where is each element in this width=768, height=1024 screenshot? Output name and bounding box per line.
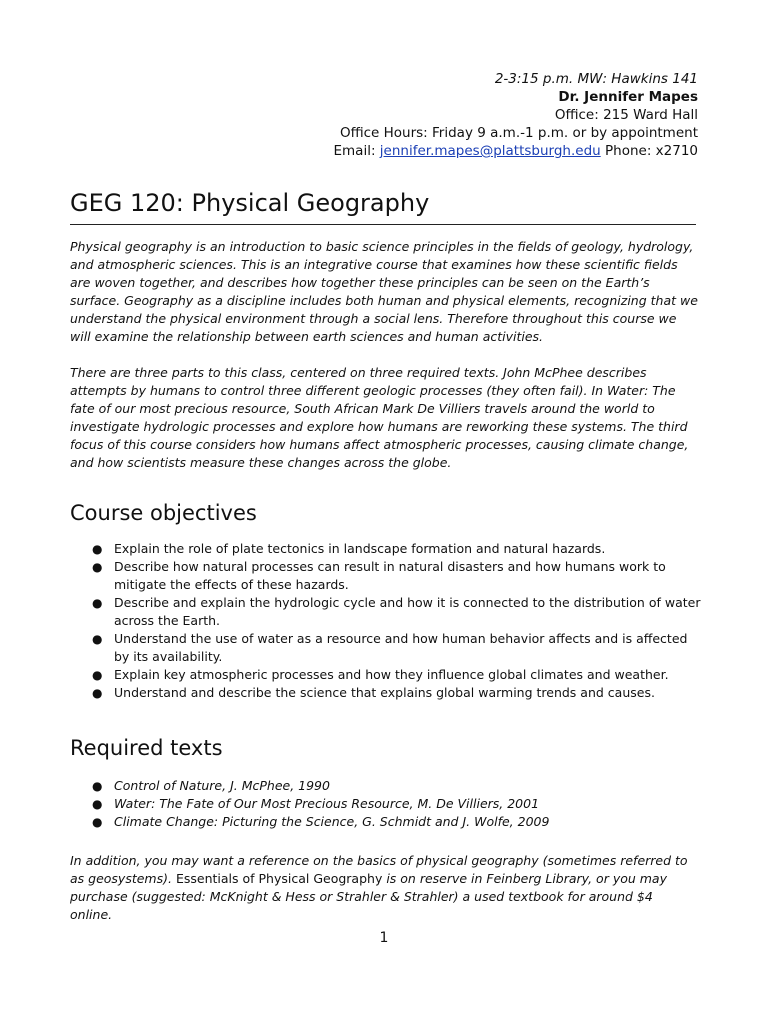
objectives-list <box>92 540 702 702</box>
objective-item-text: Understand and describe the science that explains global warming trends and causes. <box>114 685 655 700</box>
required-texts-heading: Required texts <box>70 736 223 760</box>
additional-reference-note <box>70 852 698 924</box>
required-text-item-text: Water: The Fate of Our Most Precious Resource, M. De Villiers, 2001 <box>114 796 540 811</box>
bullet-icon: ● <box>92 815 103 829</box>
objective-item <box>92 684 702 702</box>
bullet-icon: ● <box>92 668 103 682</box>
email-link[interactable]: jennifer.mapes@plattsburgh.edu <box>379 143 601 159</box>
reference-book-title: Essentials of Physical Geography <box>175 871 383 886</box>
bullet-icon: ● <box>92 797 103 811</box>
required-text-item <box>92 795 702 813</box>
additional-reference-rest: is on reserve in Feinberg Library, or you may purchase (suggested: McKnight & Hess or Strahler & Strahler) a used textbook for around $4 online. <box>70 871 667 922</box>
bullet-icon: ● <box>92 542 103 556</box>
course-info-header <box>333 70 698 160</box>
class-time-location: 2-3:15 p.m. MW: Hawkins 141 <box>494 71 698 87</box>
bullet-icon: ● <box>92 632 103 646</box>
course-title: GEG 120: Physical Geography <box>70 189 430 217</box>
required-text-item <box>92 813 702 831</box>
required-text-item-text: Climate Change: Picturing the Science, G. Schmidt and J. Wolfe, 2009 <box>114 814 550 829</box>
phone-number: Phone: x2710 <box>600 143 698 159</box>
required-texts-list <box>92 777 702 831</box>
office-hours: Office Hours: Friday 9 a.m.-1 p.m. or by appointment <box>339 125 698 141</box>
objective-item-text: Describe how natural processes can result in natural disasters and how humans work to mitigate the effects of these hazards. <box>114 559 666 592</box>
contact-line <box>333 142 698 160</box>
objective-item-text: Explain key atmospheric processes and how they influence global climates and weather. <box>114 667 669 682</box>
bullet-icon: ● <box>92 560 103 574</box>
office-location: Office: 215 Ward Hall <box>554 107 698 123</box>
objective-item-text: Describe and explain the hydrologic cycle and how it is connected to the distribution of water across the Earth. <box>114 595 701 628</box>
title-divider <box>70 224 696 225</box>
bullet-icon: ● <box>92 686 103 700</box>
objective-item <box>92 594 702 630</box>
objective-item-text: Explain the role of plate tectonics in landscape formation and natural hazards. <box>114 541 606 556</box>
bullet-icon: ● <box>92 596 103 610</box>
required-text-item-text: Control of Nature, J. McPhee, 1990 <box>114 778 330 793</box>
course-parts-description: There are three parts to this class, centered on three required texts. John McPhee describes attempts by humans to control three different geologic processes (they often fail). In Water: The fate of our most precious resource, South African Mark De Villiers travels around the world to investigate hydrologic processes and explore how humans are reworking these systems. The third focus of this course considers how humans affect atmospheric processes, causing climate change, and how scientists measure these changes across the globe. <box>70 365 689 470</box>
bullet-icon: ● <box>92 779 103 793</box>
page-number: 1 <box>379 930 389 946</box>
objectives-heading: Course objectives <box>70 501 257 525</box>
course-description: Physical geography is an introduction to basic science principles in the fields of geology, hydrology, and atmospheric sciences. This is an integrative course that examines how these scientific fields are woven together, and describes how together these principles can be seen on the Earth’s surface. Geography as a discipline includes both human and physical elements, recognizing that we understand the physical environment through a social lens. Therefore throughout this course we will examine the relationship between earth sciences and human activities. <box>70 239 698 344</box>
additional-reference-intro: In addition, you may want a reference on the basics of physical geography (sometimes referred to as geosystems). <box>70 853 688 886</box>
email-label: Email: <box>333 143 380 159</box>
required-text-item <box>92 777 702 795</box>
objective-item <box>92 630 702 666</box>
objective-item-text: Understand the use of water as a resource and how human behavior affects and is affected by its availability. <box>114 631 688 664</box>
instructor-name: Dr. Jennifer Mapes <box>558 89 698 105</box>
objective-item <box>92 558 702 594</box>
objective-item <box>92 540 702 558</box>
objective-item <box>92 666 702 684</box>
